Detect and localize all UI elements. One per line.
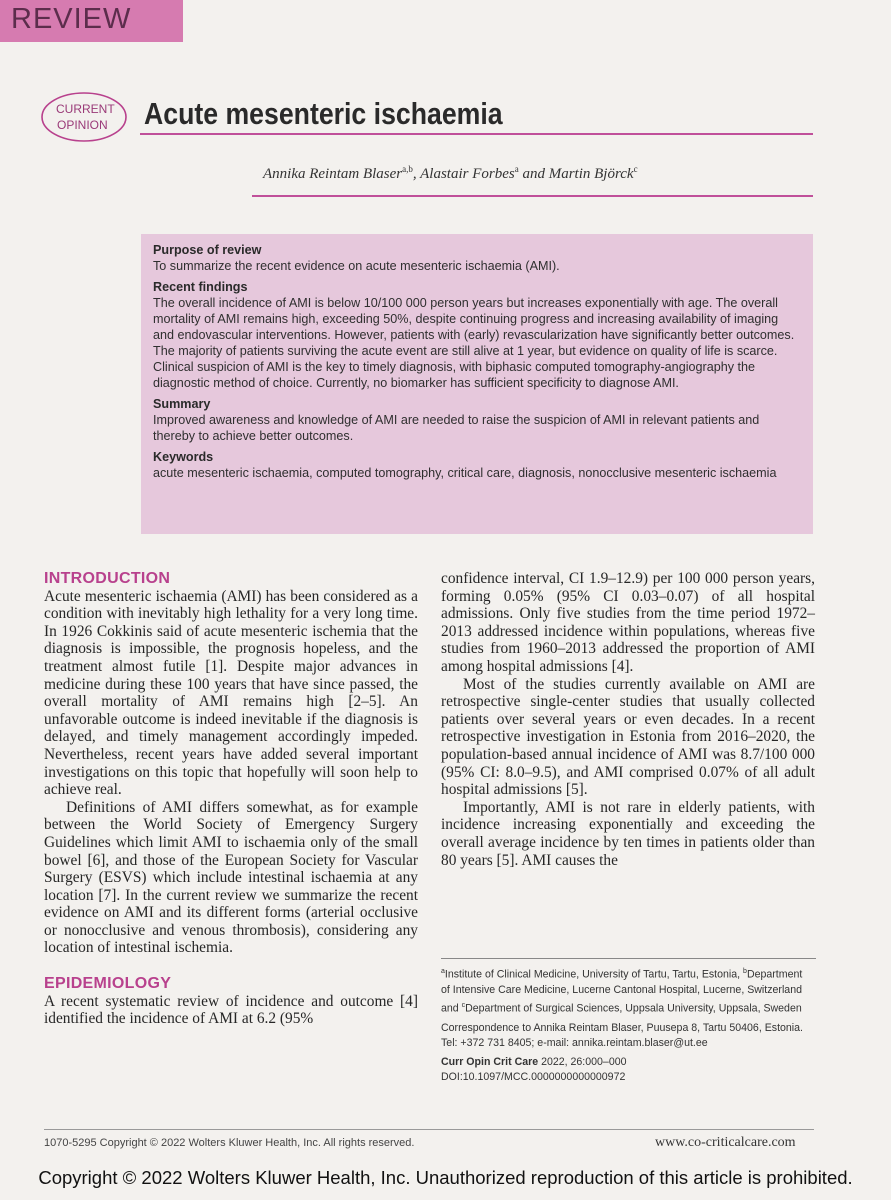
author-separator: and — [518, 166, 549, 182]
affiliation-a: Institute of Clinical Medicine, University of Tartu, Tartu, Estonia, — [444, 968, 744, 981]
abstract-heading: Recent findings — [153, 280, 248, 294]
affiliation-marker: a — [441, 968, 445, 975]
body-paragraph: Definitions of AMI differs somewhat, as for example between the World Society of Emergency Surgery Guidelines which limit AMI to ischaemia only of the small bowel [6], and those of the European Society for Vascular Surgery (ESVS) which include intestinal ischaemia at any location [7]. In the current review we summarize the recent evidence on AMI and its different forms (arterial occlusive or nonocclusive and venous thrombosis), considering any location of intestinal ischemia. — [44, 798, 418, 957]
abstract-text: The overall incidence of AMI is below 10/100 000 person years but increases exponentially with age. The overall mortality of AMI remains high, exceeding 50%, despite continuing progress and increasing availability of imaging and endovascular interventions. However, patients with (early) revascularization have significantly better outcomes. The majority of patients surviving the acute event are still alive at 1 year, but evidence on quality of life is scarce. — [153, 296, 795, 358]
footnote-divider — [441, 958, 816, 959]
affiliations — [441, 964, 814, 1017]
section-heading-epidemiology: EPIDEMIOLOGY — [44, 975, 172, 993]
abstract-text: Clinical suspicion of AMI is the key to timely diagnosis, with biphasic computed tomography-angiography the diagnostic method of choice. Currently, no biomarker has sufficient specificity to diagnose AMI. — [153, 360, 756, 390]
affiliation-c: Department of Surgical Sciences, Uppsala University, Uppsala, Sweden — [465, 1002, 802, 1015]
abstract-box — [141, 234, 813, 534]
affiliation-b: Department of Intensive Care Medicine, Lucerne Cantonal Hospital, Lucerne, Switzerland and — [441, 968, 803, 1015]
author-list — [263, 164, 638, 183]
affiliation-marker: c — [461, 1001, 466, 1009]
article-title: Acute mesenteric ischaemia — [144, 96, 503, 131]
left-column — [44, 570, 418, 1028]
correspondence: Correspondence to Annika Reintam Blaser, Puusepa 8, Tartu 50406, Estonia. Tel: +372 731 8405; e-mail: annika.reintam.blaser@ut.ee — [441, 1021, 803, 1049]
abstract-heading: Keywords — [153, 450, 214, 464]
abstract-findings — [153, 279, 801, 391]
current-opinion-logo — [40, 91, 128, 143]
body-paragraph: A recent systematic review of incidence and outcome [4] identified the incidence of AMI at 6.2 (95% — [44, 992, 418, 1028]
title-divider — [140, 133, 813, 135]
logo-line1: CURRENT — [56, 102, 115, 116]
footer-divider — [44, 1129, 814, 1130]
abstract-heading: Purpose of review — [153, 243, 262, 257]
authors-divider — [252, 195, 813, 197]
abstract-keywords — [153, 449, 801, 481]
author-separator: , — [412, 166, 421, 182]
journal-url[interactable]: www.co-criticalcare.com — [655, 1135, 796, 1150]
journal-name: Curr Opin Crit Care — [441, 1056, 539, 1069]
review-banner — [0, 0, 183, 42]
abstract-text: acute mesenteric ischaemia, computed tomography, critical care, diagnosis, nonocclusive mesenteric ischaemia — [153, 466, 777, 480]
abstract-purpose — [153, 242, 801, 274]
abstract-text: Improved awareness and knowledge of AMI are needed to raise the suspicion of AMI in relevant patients and thereby to achieve better outcomes. — [153, 413, 760, 443]
copyright-notice: Copyright © 2022 Wolters Kluwer Health, Inc. Unauthorized reproduction of this article is prohibited. — [38, 1167, 853, 1188]
logo-line2: OPINION — [57, 118, 108, 132]
section-heading-introduction: INTRODUCTION — [44, 570, 171, 587]
abstract-text: To summarize the recent evidence on acute mesenteric ischaemia (AMI). — [153, 259, 560, 273]
footer-copyright: 1070-5295 Copyright © 2022 Wolters Kluwer Health, Inc. All rights reserved. — [44, 1137, 415, 1149]
author-affiliation: a — [514, 164, 519, 174]
abstract-summary — [153, 396, 801, 444]
journal-citation — [441, 1055, 814, 1070]
body-paragraph: Most of the studies currently available on AMI are retrospective single-center studies that usually collected patients over several years or even decades. In a recent retrospective investigation in Estonia from 2016–2020, the population-based annual incidence of AMI was 8.7/100 000 (95% CI: 8.0–9.5), and AMI comprised 0.07% of all adult hospital admissions [5]. — [441, 675, 815, 799]
author-name: Annika Reintam Blaser — [263, 166, 403, 182]
author-affiliation: c — [633, 164, 638, 174]
affiliation-marker: b — [743, 968, 747, 975]
author-affiliation: a,b — [402, 164, 413, 174]
doi: DOI:10.1097/MCC.0000000000000972 — [441, 1071, 626, 1084]
journal-volume: 2022, 26:000–000 — [538, 1056, 627, 1069]
author-name: Alastair Forbes — [420, 166, 515, 182]
body-paragraph: Importantly, AMI is not rare in elderly patients, with incidence increasing exponentially and exceeding the overall average incidence by ten times in patients older than 80 years [5]. AMI causes the — [441, 798, 815, 869]
author-name: Martin Björck — [548, 166, 634, 182]
right-column — [441, 570, 815, 869]
abstract-heading: Summary — [153, 397, 211, 411]
body-paragraph: Acute mesenteric ischaemia (AMI) has been considered as a condition with inevitably high lethality for a very long time. In 1926 Cokkinis said of acute mesenteric ischemia that the diagnosis is impossible, the prognosis hopeless, and the treatment almost futile [1]. Despite major advances in medicine during these 100 years that have since passed, the overall mortality of AMI remains high [2–5]. An unfavorable outcome is indeed inevitable if the diagnosis is delayed, and timely management accordingly impeded. Nevertheless, recent years have added several important investigations on this topic that hopefully will soon help to achieve real. — [44, 587, 418, 799]
footnotes — [441, 964, 814, 1085]
review-label: REVIEW — [11, 3, 132, 35]
body-paragraph: confidence interval, CI 1.9–12.9) per 100 000 person years, forming 0.05% (95% CI 0.03–0.07) of all hospital admissions. Only five studies from the time period 1972–2013 addressed incidence within populations, whereas five studies from 1960–2013 addressed the proportion of AMI among hospital admissions [4]. — [441, 570, 815, 675]
